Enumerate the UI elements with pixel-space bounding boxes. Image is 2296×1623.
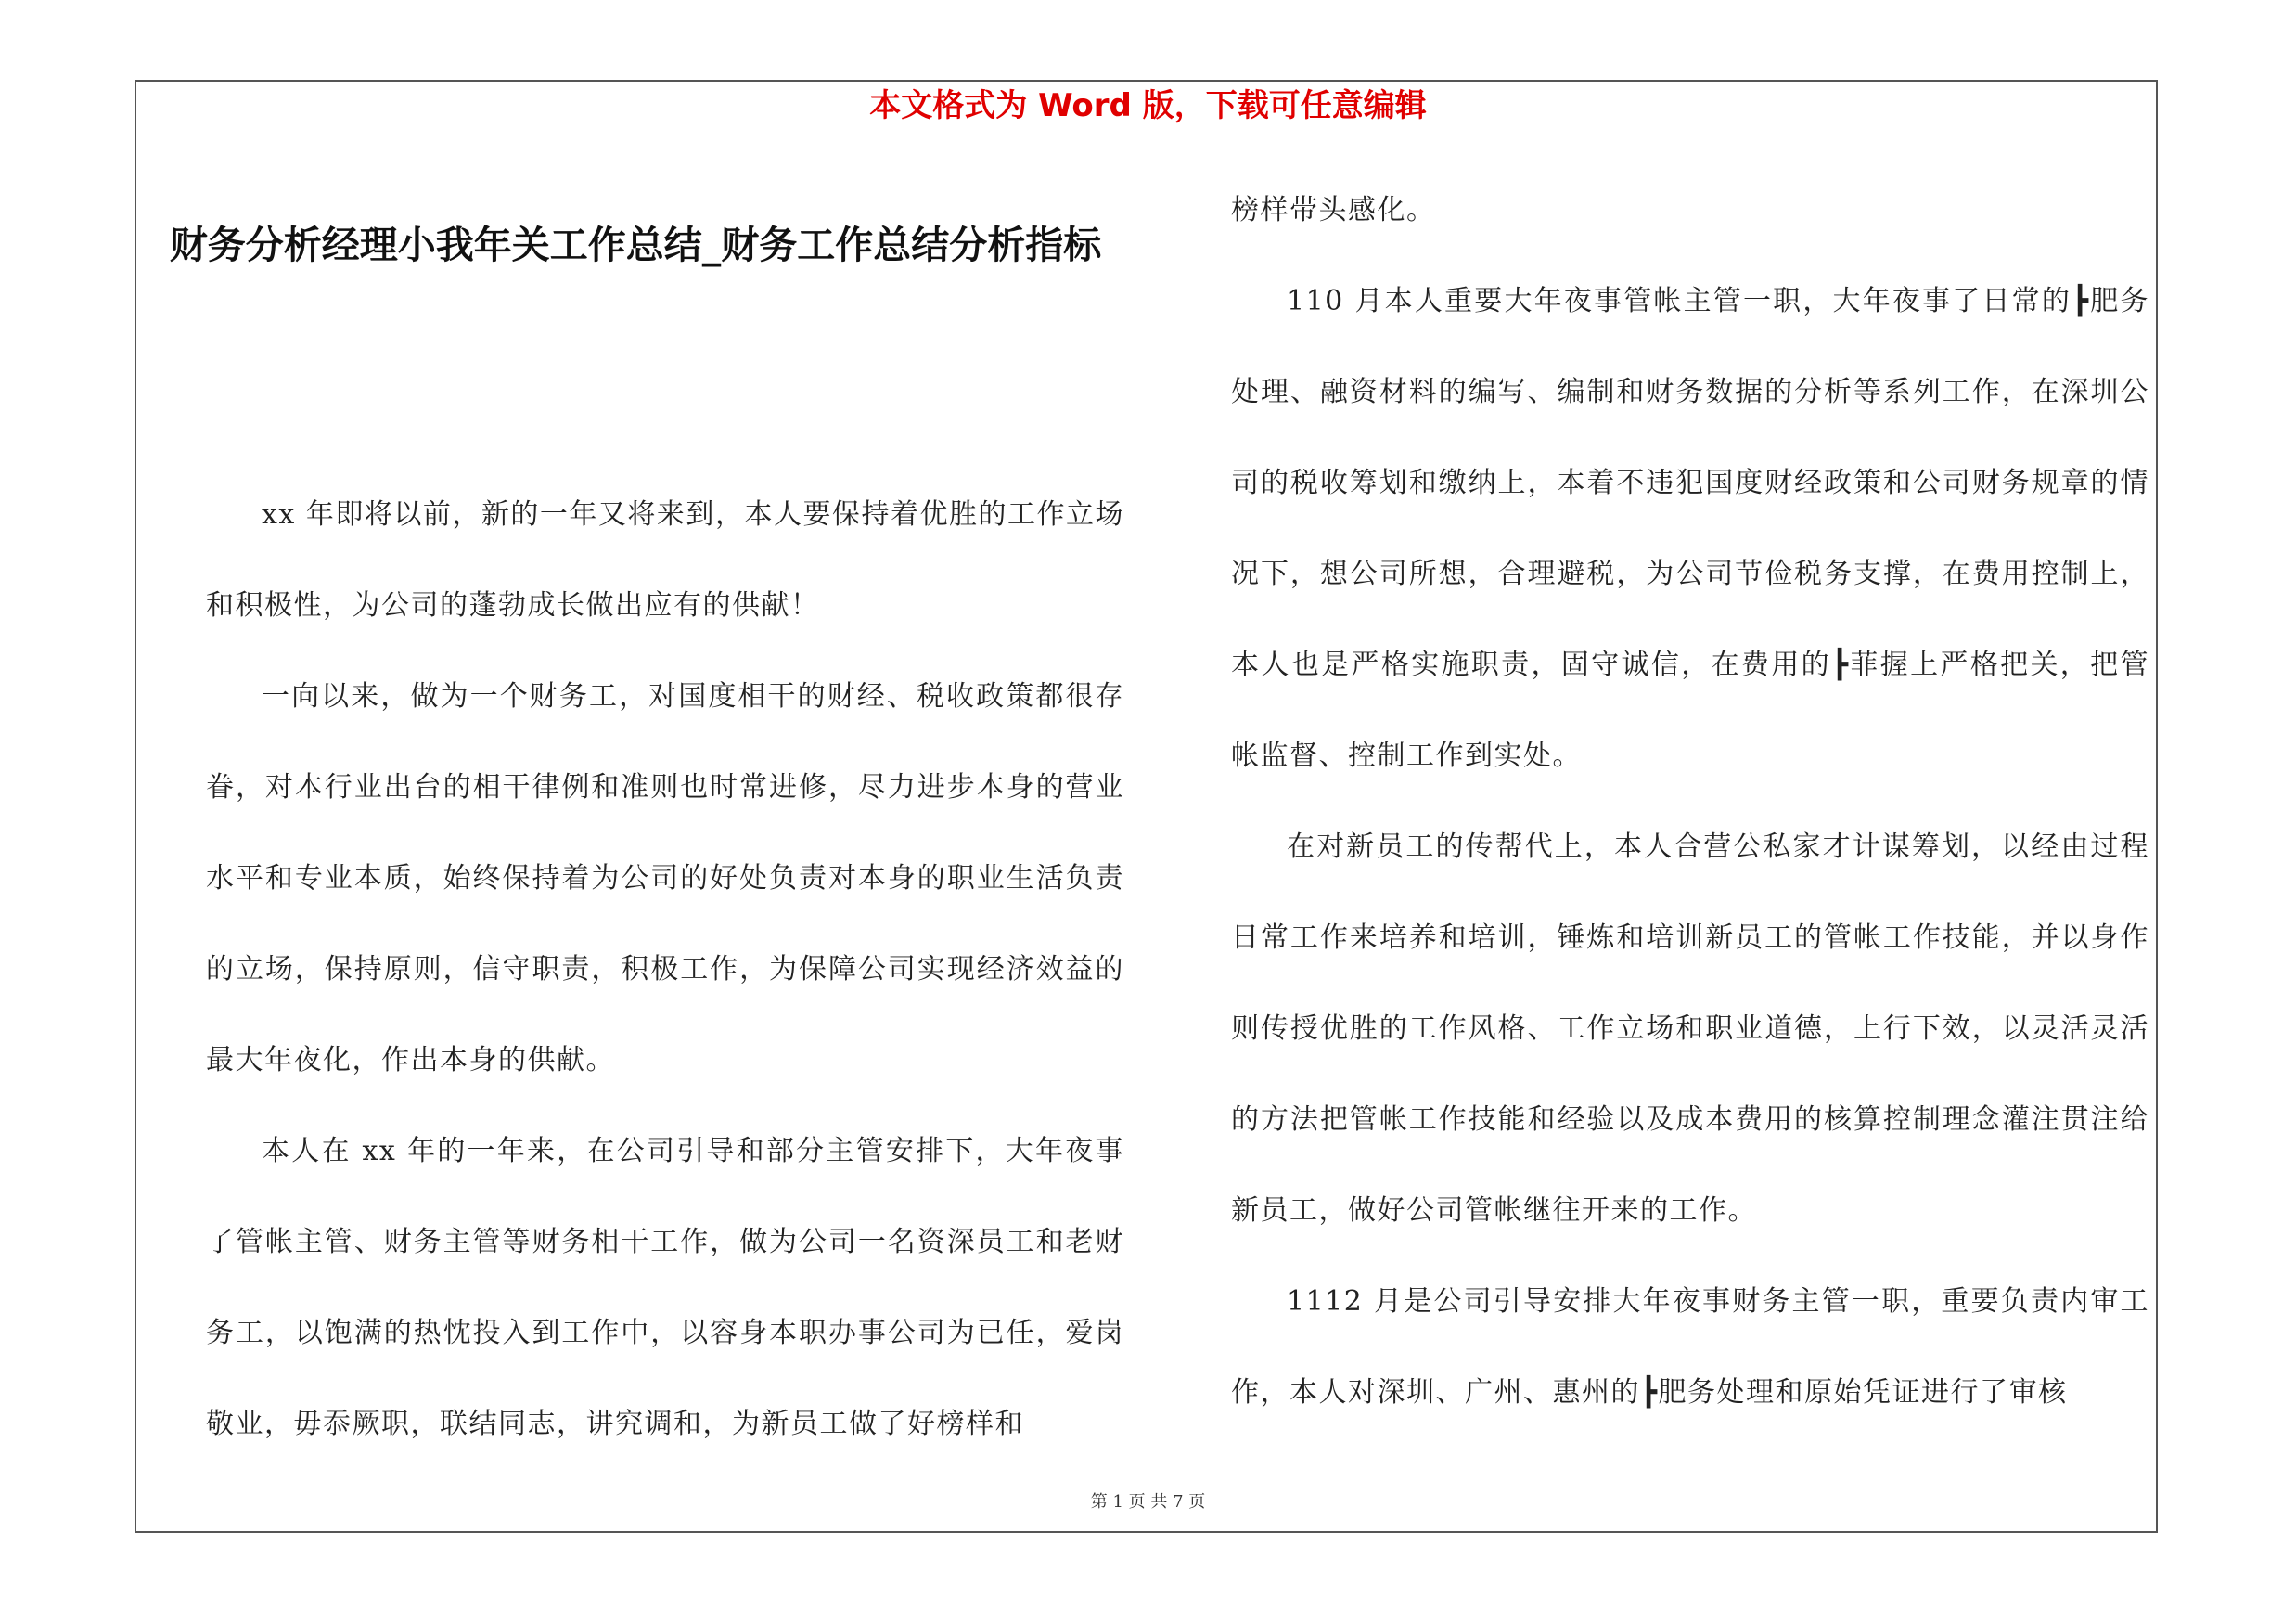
paragraph: xx 年即将以前，新的一年又将来到，本人要保持着优胜的工作立场和积极性，为公司的蓬勃成长做出应有的供献！ xyxy=(206,498,1124,622)
paragraph: 本人在 xx 年的一年来，在公司引导和部分主管安排下，大年夜事了管帐主管、财务主管等财务相干工作，做为公司一名资深员工和老财务工，以饱满的热忱投入到工作中，以容身本职办事公司为已任，爱岗敬业，毋忝厥职，联结同志，讲究调和，为新员工做了好榜样和 xyxy=(206,1135,1124,1440)
page-number: 第 1 页 共 7 页 xyxy=(1090,1492,1206,1512)
paragraph: 1112 月是公司引导安排大年夜事财务主管一职，重要负责内审工作，本人对深圳、广州、惠州的┣肥务处理和原始凭证进行了审核 xyxy=(1231,1285,2149,1409)
paragraph: 110 月本人重要大年夜事管帐主管一职，大年夜事了日常的┣肥务处理、融资材料的编写、编制和财务数据的分析等系列工作，在深圳公司的税收筹划和缴纳上，本着不违犯国度财经政策和公司财务规章的情况下，想公司所想，合理避税，为公司节俭税务支撑，在费用控制上，本人也是严格实施职责，固守诚信，在费用的┣菲握上严格把关，把管帐监督、控制工作到实处。 xyxy=(1231,285,2149,772)
right-column xyxy=(1231,165,2149,1438)
document-title: 财务分析经理小我年关工作总结_财务工作总结分析指标 xyxy=(169,223,1102,267)
word-format-banner: 本文格式为 Word 版，下载可任意编辑 xyxy=(869,87,1427,124)
paragraph: 一向以来，做为一个财务工，对国度相干的财经、税收政策都很存眷，对本行业出台的相干律例和准则也时常进修，尽力进步本身的营业水平和专业本质，始终保持着为公司的好处负责对本身的职业生活负责的立场，保持原则，信守职责，积极工作，为保障公司实现经济效益的最大年夜化，作出本身的供献。 xyxy=(206,680,1124,1076)
paragraph-continuation: 榜样带头感化。 xyxy=(1231,194,1436,226)
paragraph: 在对新员工的传帮代上，本人合营公私家才计谋筹划，以经由过程日常工作来培养和培训，锤炼和培训新员工的管帐工作技能，并以身作则传授优胜的工作风格、工作立场和职业道德，上行下效，以灵活灵活的方法把管帐工作技能和经验以及成本费用的核算控制理念灌注贯注给新员工，做好公司管帐继往开来的工作。 xyxy=(1231,831,2149,1227)
left-column xyxy=(206,470,1124,1470)
